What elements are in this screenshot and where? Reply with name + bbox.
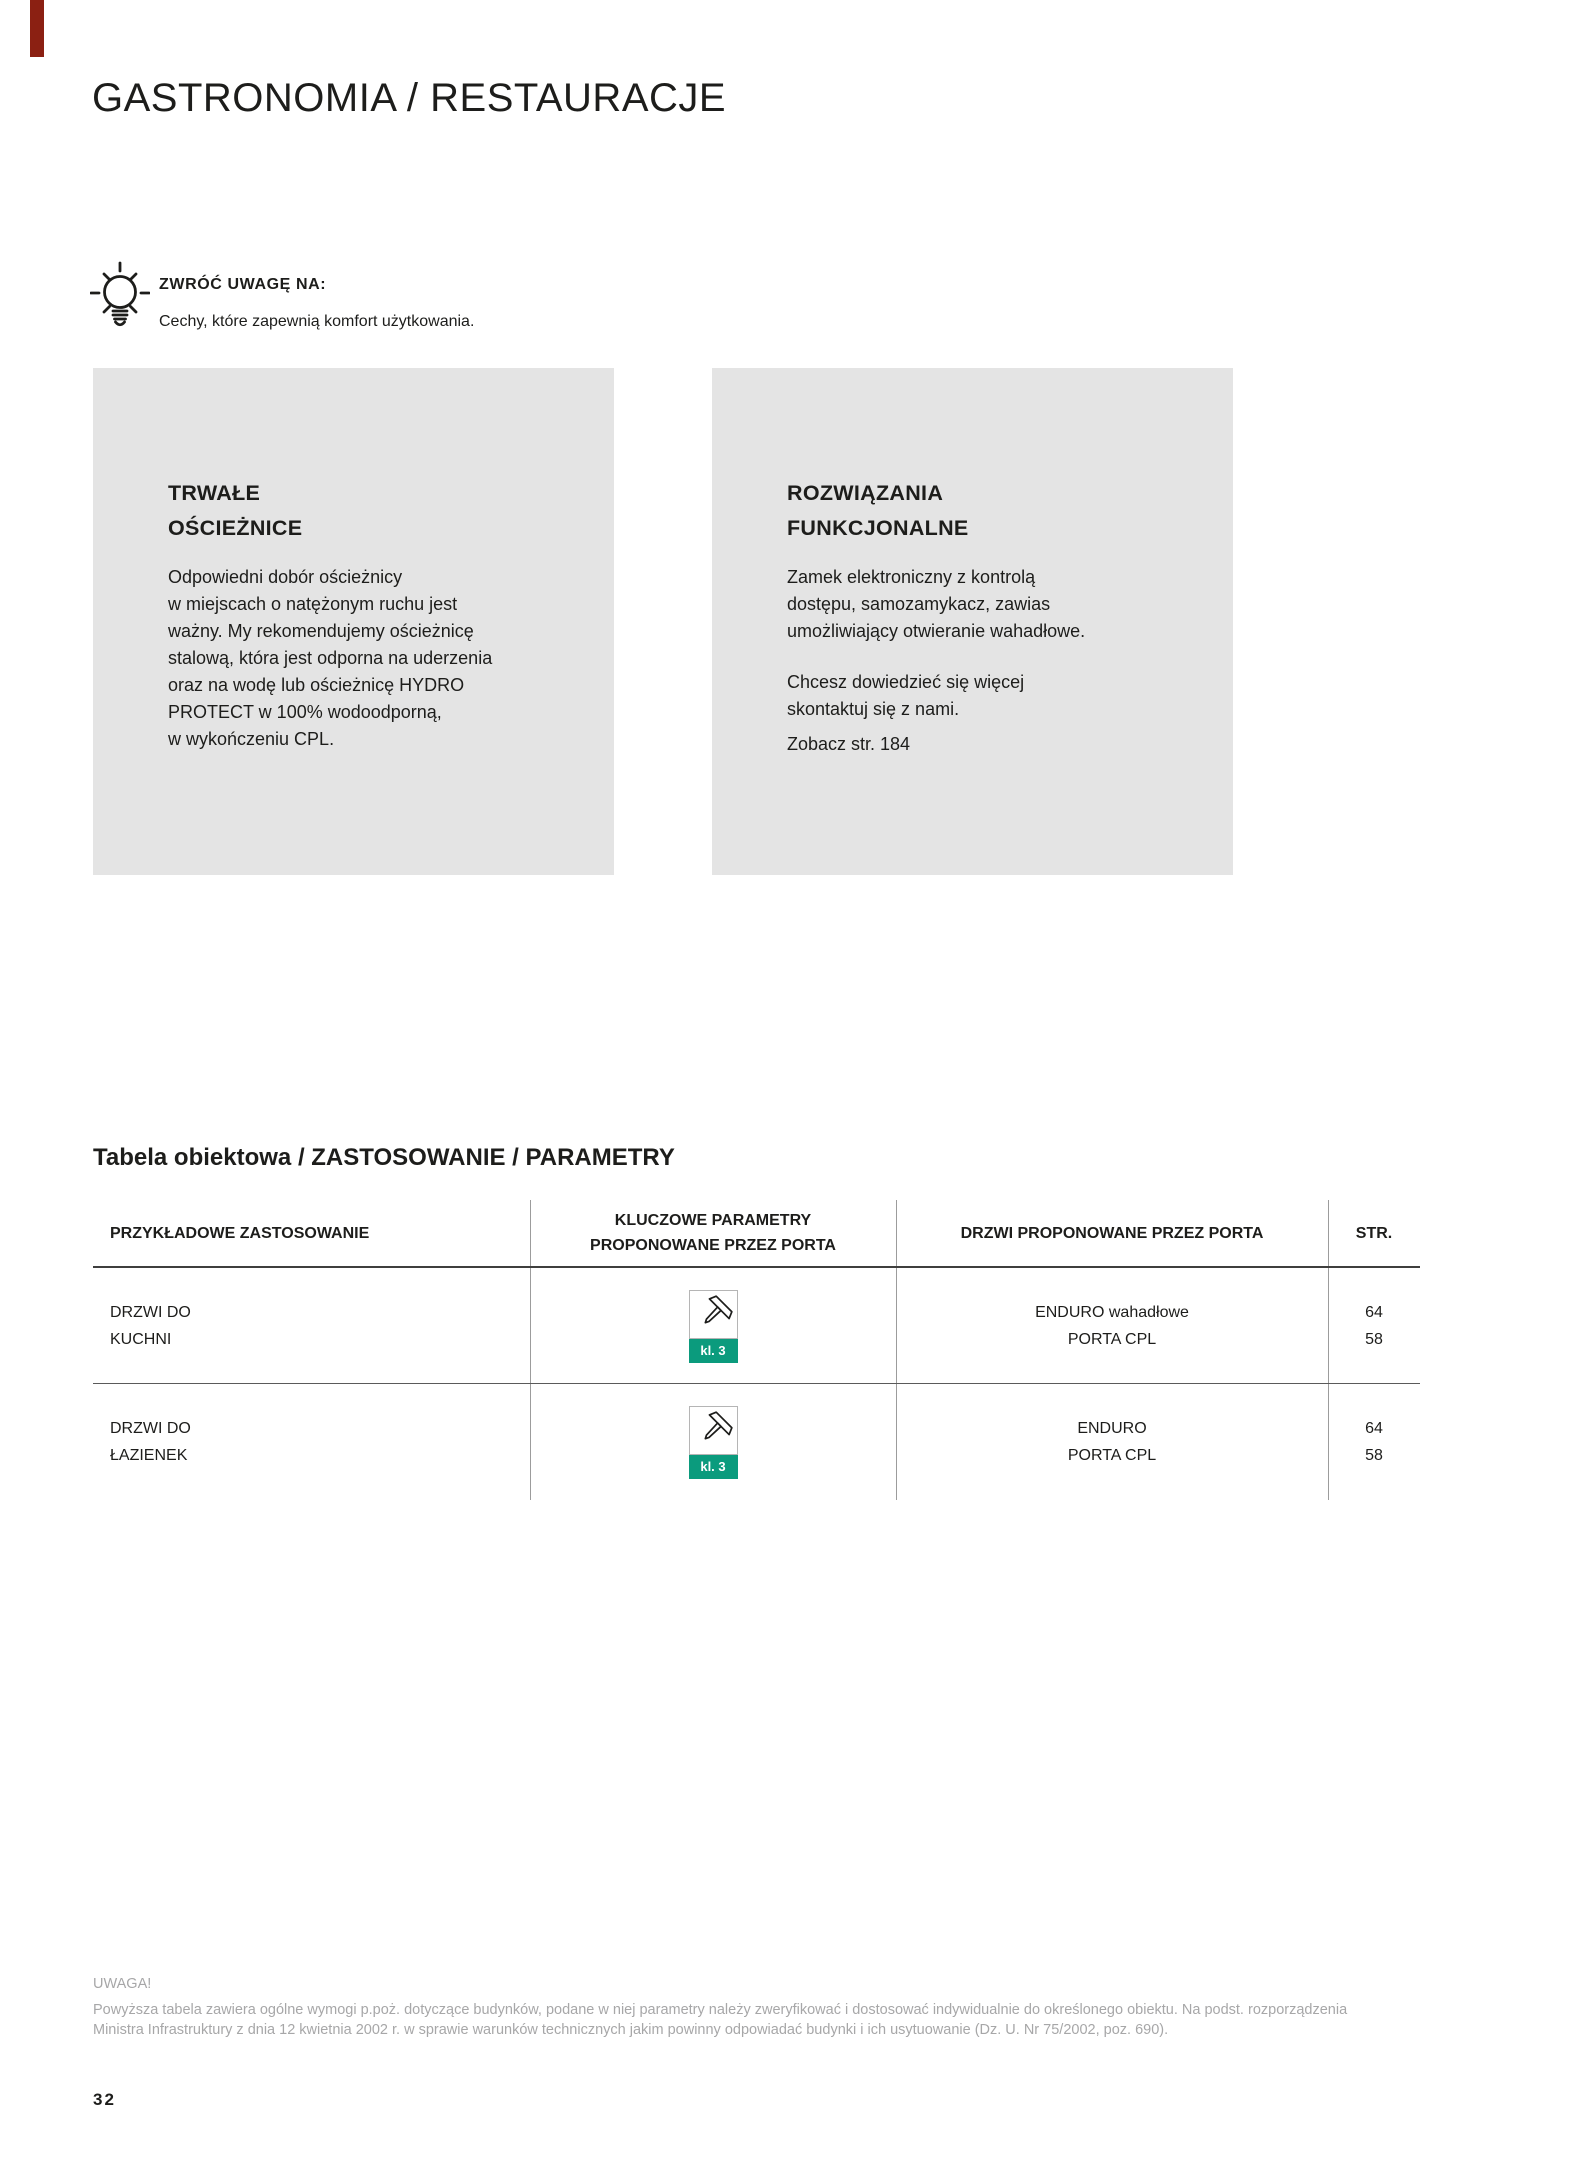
row-doors: ENDURO wahadłowe PORTA CPL (1035, 1304, 1189, 1348)
column-header-doors: DRZWI PROPONOWANE PRZEZ PORTA (960, 1224, 1264, 1242)
feature-box-body-contact: Chcesz dowiedzieć się więcej skontaktuj się z nami. (787, 672, 1025, 719)
feature-box-title: TRWAŁE OŚCIEŻNICE (168, 481, 303, 540)
footer-note: Powyższa tabela zawiera ogólne wymogi p.poż. dotyczące budynków, podane w niej parametry należy zweryfikować i dostosować indywidualnie do określonego obiektu. Na podst. rozporządzenia Ministra Infrastruktury z dnia 12 kwietnia 2002 r. w sprawie warunków technicznych jakim powinny odpowiadać budynki i ich usytuowanie (Dz. U. Nr 75/2002, poz. 690). (93, 2002, 1348, 2038)
section-color-tab (30, 0, 44, 57)
row-parameter (530, 1269, 896, 1383)
impact-class-badge: kl. 3 (689, 1339, 738, 1363)
table-title: Tabela obiektowa / ZASTOSOWANIE / PARAMETRY (93, 1144, 675, 1171)
row-parameter (530, 1384, 896, 1500)
column-header-parameters: KLUCZOWE PARAMETRY PROPONOWANE PRZEZ PORTA (590, 1212, 836, 1254)
feature-box-body: Odpowiedni dobór ościeżnicy w miejscach o natężonym ruchu jest ważny. My rekomendujemy ościeżnicę stalową, która jest odporna na uderzenia oraz na wodę lub ościeżnicę HYDRO PROTECT w 100% wodoodporną, w wykończeniu CPL. (168, 567, 493, 749)
feature-box-functional (712, 368, 1233, 875)
see-page-link[interactable]: Zobacz str. 184 (787, 734, 911, 754)
table-header-row (93, 1200, 1420, 1266)
row-pages: 64 58 (1365, 1304, 1383, 1348)
hammer-icon (689, 1290, 738, 1339)
table-row (93, 1269, 1420, 1383)
page-number: 32 (93, 2090, 116, 2109)
feature-box-title: ROZWIĄZANIA FUNKCJONALNE (787, 481, 969, 540)
table-header-rule (93, 1266, 1420, 1268)
column-header-page: STR. (1355, 1224, 1393, 1242)
hammer-icon (689, 1406, 738, 1455)
page-title: GASTRONOMIA / RESTAURACJE (92, 76, 727, 120)
row-doors: ENDURO PORTA CPL (1067, 1420, 1157, 1464)
feature-box-frames (93, 368, 614, 875)
attention-heading: ZWRÓĆ UWAGĘ NA: (159, 276, 327, 293)
row-pages: 64 58 (1365, 1420, 1383, 1464)
lightbulb-icon (90, 261, 150, 338)
row-application: DRZWI DO ŁAZIENEK (110, 1420, 191, 1464)
attention-text: Cechy, które zapewnią komfort użytkowania. (159, 313, 475, 330)
feature-box-body: Zamek elektroniczny z kontrolą dostępu, samozamykacz, zawias umożliwiający otwieranie wahadłowe. (787, 567, 1086, 641)
table-row (93, 1384, 1420, 1500)
row-application: DRZWI DO KUCHNI (110, 1304, 191, 1348)
impact-class-badge: kl. 3 (689, 1455, 738, 1479)
column-header-application: PRZYKŁADOWE ZASTOSOWANIE (110, 1224, 370, 1242)
footer-warning-label: UWAGA! (93, 1976, 152, 1992)
